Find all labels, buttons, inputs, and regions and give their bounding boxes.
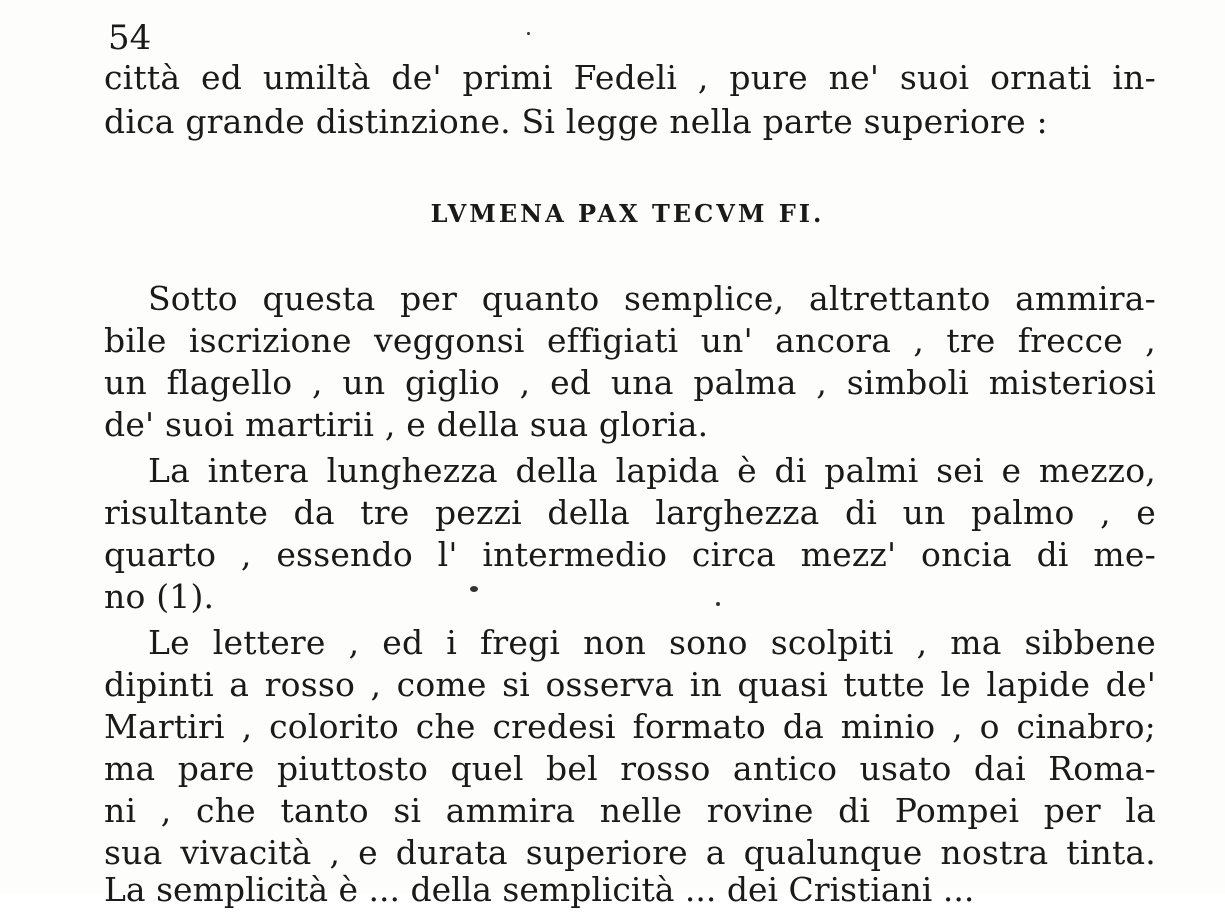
text-line: un flagello , un giglio , ed una palma , simboli misteriosi (104, 363, 1156, 402)
page-number: 54 (108, 18, 152, 58)
text-line: città ed umiltà de' primi Fedeli , pure ne' suoi ornati in- (104, 58, 1156, 97)
paragraph-first-line: La intera lunghezza della lapida è di palmi sei e mezzo, (148, 451, 1156, 490)
text-line: Martiri , colorito che credesi formato da minio , o cinabro; (104, 707, 1156, 746)
text-line: quarto , essendo l' intermedio circa mezz' oncia di me- (104, 535, 1156, 574)
text-line: risultante da tre pezzi della larghezza di un palmo , e (104, 493, 1156, 532)
ink-speck (527, 32, 530, 35)
text-line: dica grande distinzione. Si legge nella parte superiore : (104, 102, 1048, 141)
text-line: bile iscrizione veggonsi effigiati un' ancora , tre frecce , (104, 321, 1156, 360)
paragraph-first-line: Sotto questa per quanto semplice, altrettanto ammira- (148, 279, 1156, 318)
text-line: sua vivacità , e durata superiore a qualunque nostra tinta. (104, 833, 1156, 872)
text-line: no (1). (104, 577, 215, 616)
cutoff-line (104, 870, 1156, 909)
text-line: dipinti a rosso , come si osserva in quasi tutte le lapide de' (104, 665, 1156, 704)
paragraph-first-line: Le lettere , ed i fregi non sono scolpiti , ma sibbene (148, 623, 1156, 662)
ink-speck (716, 602, 720, 606)
inscription-heading: LVMENA PAX TECVM FI. (430, 199, 825, 228)
text-line: ni , che tanto si ammira nelle rovine di Pompei per la (104, 791, 1156, 830)
text-line: ma pare piuttosto quel bel rosso antico usato dai Roma- (104, 749, 1156, 788)
text-line: de' suoi martirii , e della sua gloria. (104, 405, 709, 444)
cutoff-line-text: La semplicità è ... della semplicità ... dei Cristiani ... (104, 870, 975, 909)
ink-speck (470, 586, 478, 592)
